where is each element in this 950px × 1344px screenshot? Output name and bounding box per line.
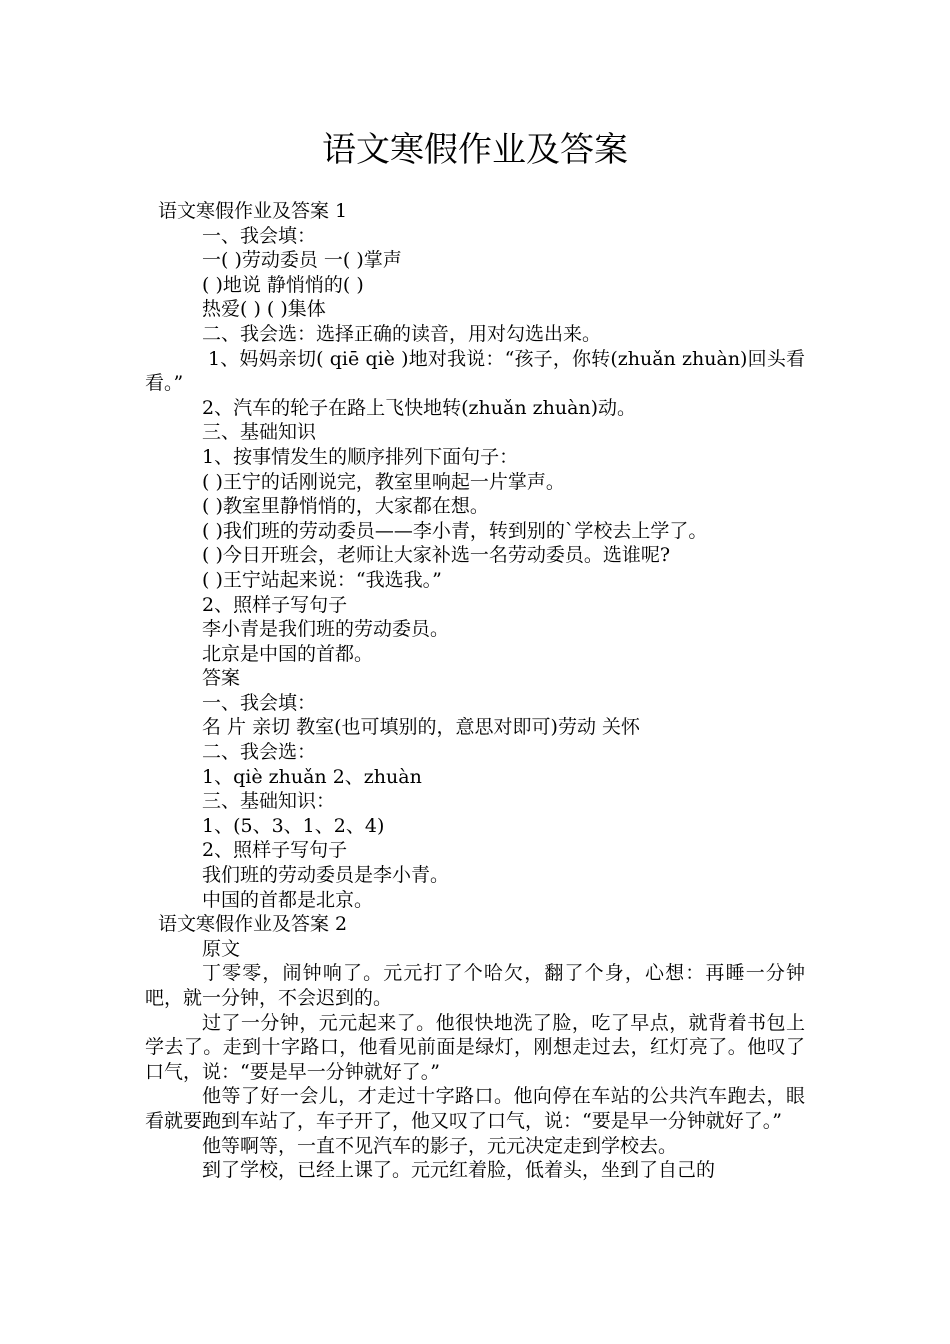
text-line: 李小青是我们班的劳动委员。 [202,618,450,641]
text-line: 2、汽车的轮子在路上飞快地转(zhuǎn zhuàn)动。 [202,396,637,419]
text-line: 北京是中国的首都。 [202,642,374,665]
text-line: ( )教室里静悄悄的，大家都在想。 [202,495,489,518]
text-line: ( )王宁的话刚说完，教室里响起一片掌声。 [202,470,565,493]
text-line: 1、妈妈亲切( qiē qiè )地对我说：“孩子，你转(zhuǎn zhuàn)回头看看。” [145,347,805,395]
answer-heading: 答案 [202,667,241,690]
text-line: 名 片 亲切 教室(也可填别的，意思对即可)劳动 关怀 [202,716,640,739]
text-line: 我们班的劳动委员是李小青。 [202,864,450,887]
section-heading: 语文寒假作业及答案 1 [158,200,348,222]
document-body [145,199,805,1183]
text-paragraph: 到了学校，已经上课了。元元红着脸，低着头，坐到了自己的 [202,1159,716,1182]
text-line: ( )我们班的劳动委员——李小青，转到别的`学校去上学了。 [202,519,708,542]
text-line: 2、照样子写句子 [202,839,348,862]
question-heading: 二、我会选： [202,741,317,764]
text-line: ( )今日开班会，老师让大家补选一名劳动委员。选谁呢? [202,544,671,567]
text-line: 1、(5、3、1、2、4) [202,814,385,837]
text-line: ( )王宁站起来说：“我选我。” [202,568,442,591]
text-line: 一( )劳动委员 一( )掌声 [202,249,402,272]
question-heading: 三、基础知识： [202,790,336,813]
text-paragraph: 他等了好一会儿，才走过十字路口。他向停在车站的公共汽车跑去，眼看就要跑到车站了，车子开了，他又叹了口气，说：“要是早一分钟就好了。” [145,1085,805,1132]
text-line: ( )地说 静悄悄的( ) [202,273,364,296]
question-heading: 一、我会填： [202,224,317,247]
text-line: 2、照样子写句子 [202,593,348,616]
text-line: 原文 [202,937,241,960]
text-line: 热爱( ) ( )集体 [202,298,326,321]
document-title: 语文寒假作业及答案 [322,130,628,170]
text-line: 1、按事情发生的顺序排列下面句子： [202,445,519,468]
text-paragraph [145,347,805,396]
section-heading: 语文寒假作业及答案 2 [158,913,348,936]
text-paragraph: 丁零零，闹钟响了。元元打了个哈欠，翻了个身，心想：再睡一分钟吧，就一分钟，不会迟到的。 [145,962,805,1009]
text-line: 中国的首都是北京。 [202,888,374,911]
question-heading: 二、我会选：选择正确的读音，用对勾选出来。 [202,322,602,345]
text-line: 1、qiè zhuǎn 2、zhuàn [202,765,422,788]
question-heading: 一、我会填： [202,691,317,714]
text-paragraph: 过了一分钟，元元起来了。他很快地洗了脸，吃了早点，就背着书包上学去了。走到十字路口，他看见前面是绿灯，刚想走过去，红灯亮了。他叹了口气，说：“要是早一分钟就好了。” [145,1011,805,1083]
question-heading: 三、基础知识 [202,421,317,444]
text-paragraph: 他等啊等，一直不见汽车的影子，元元决定走到学校去。 [202,1134,678,1157]
